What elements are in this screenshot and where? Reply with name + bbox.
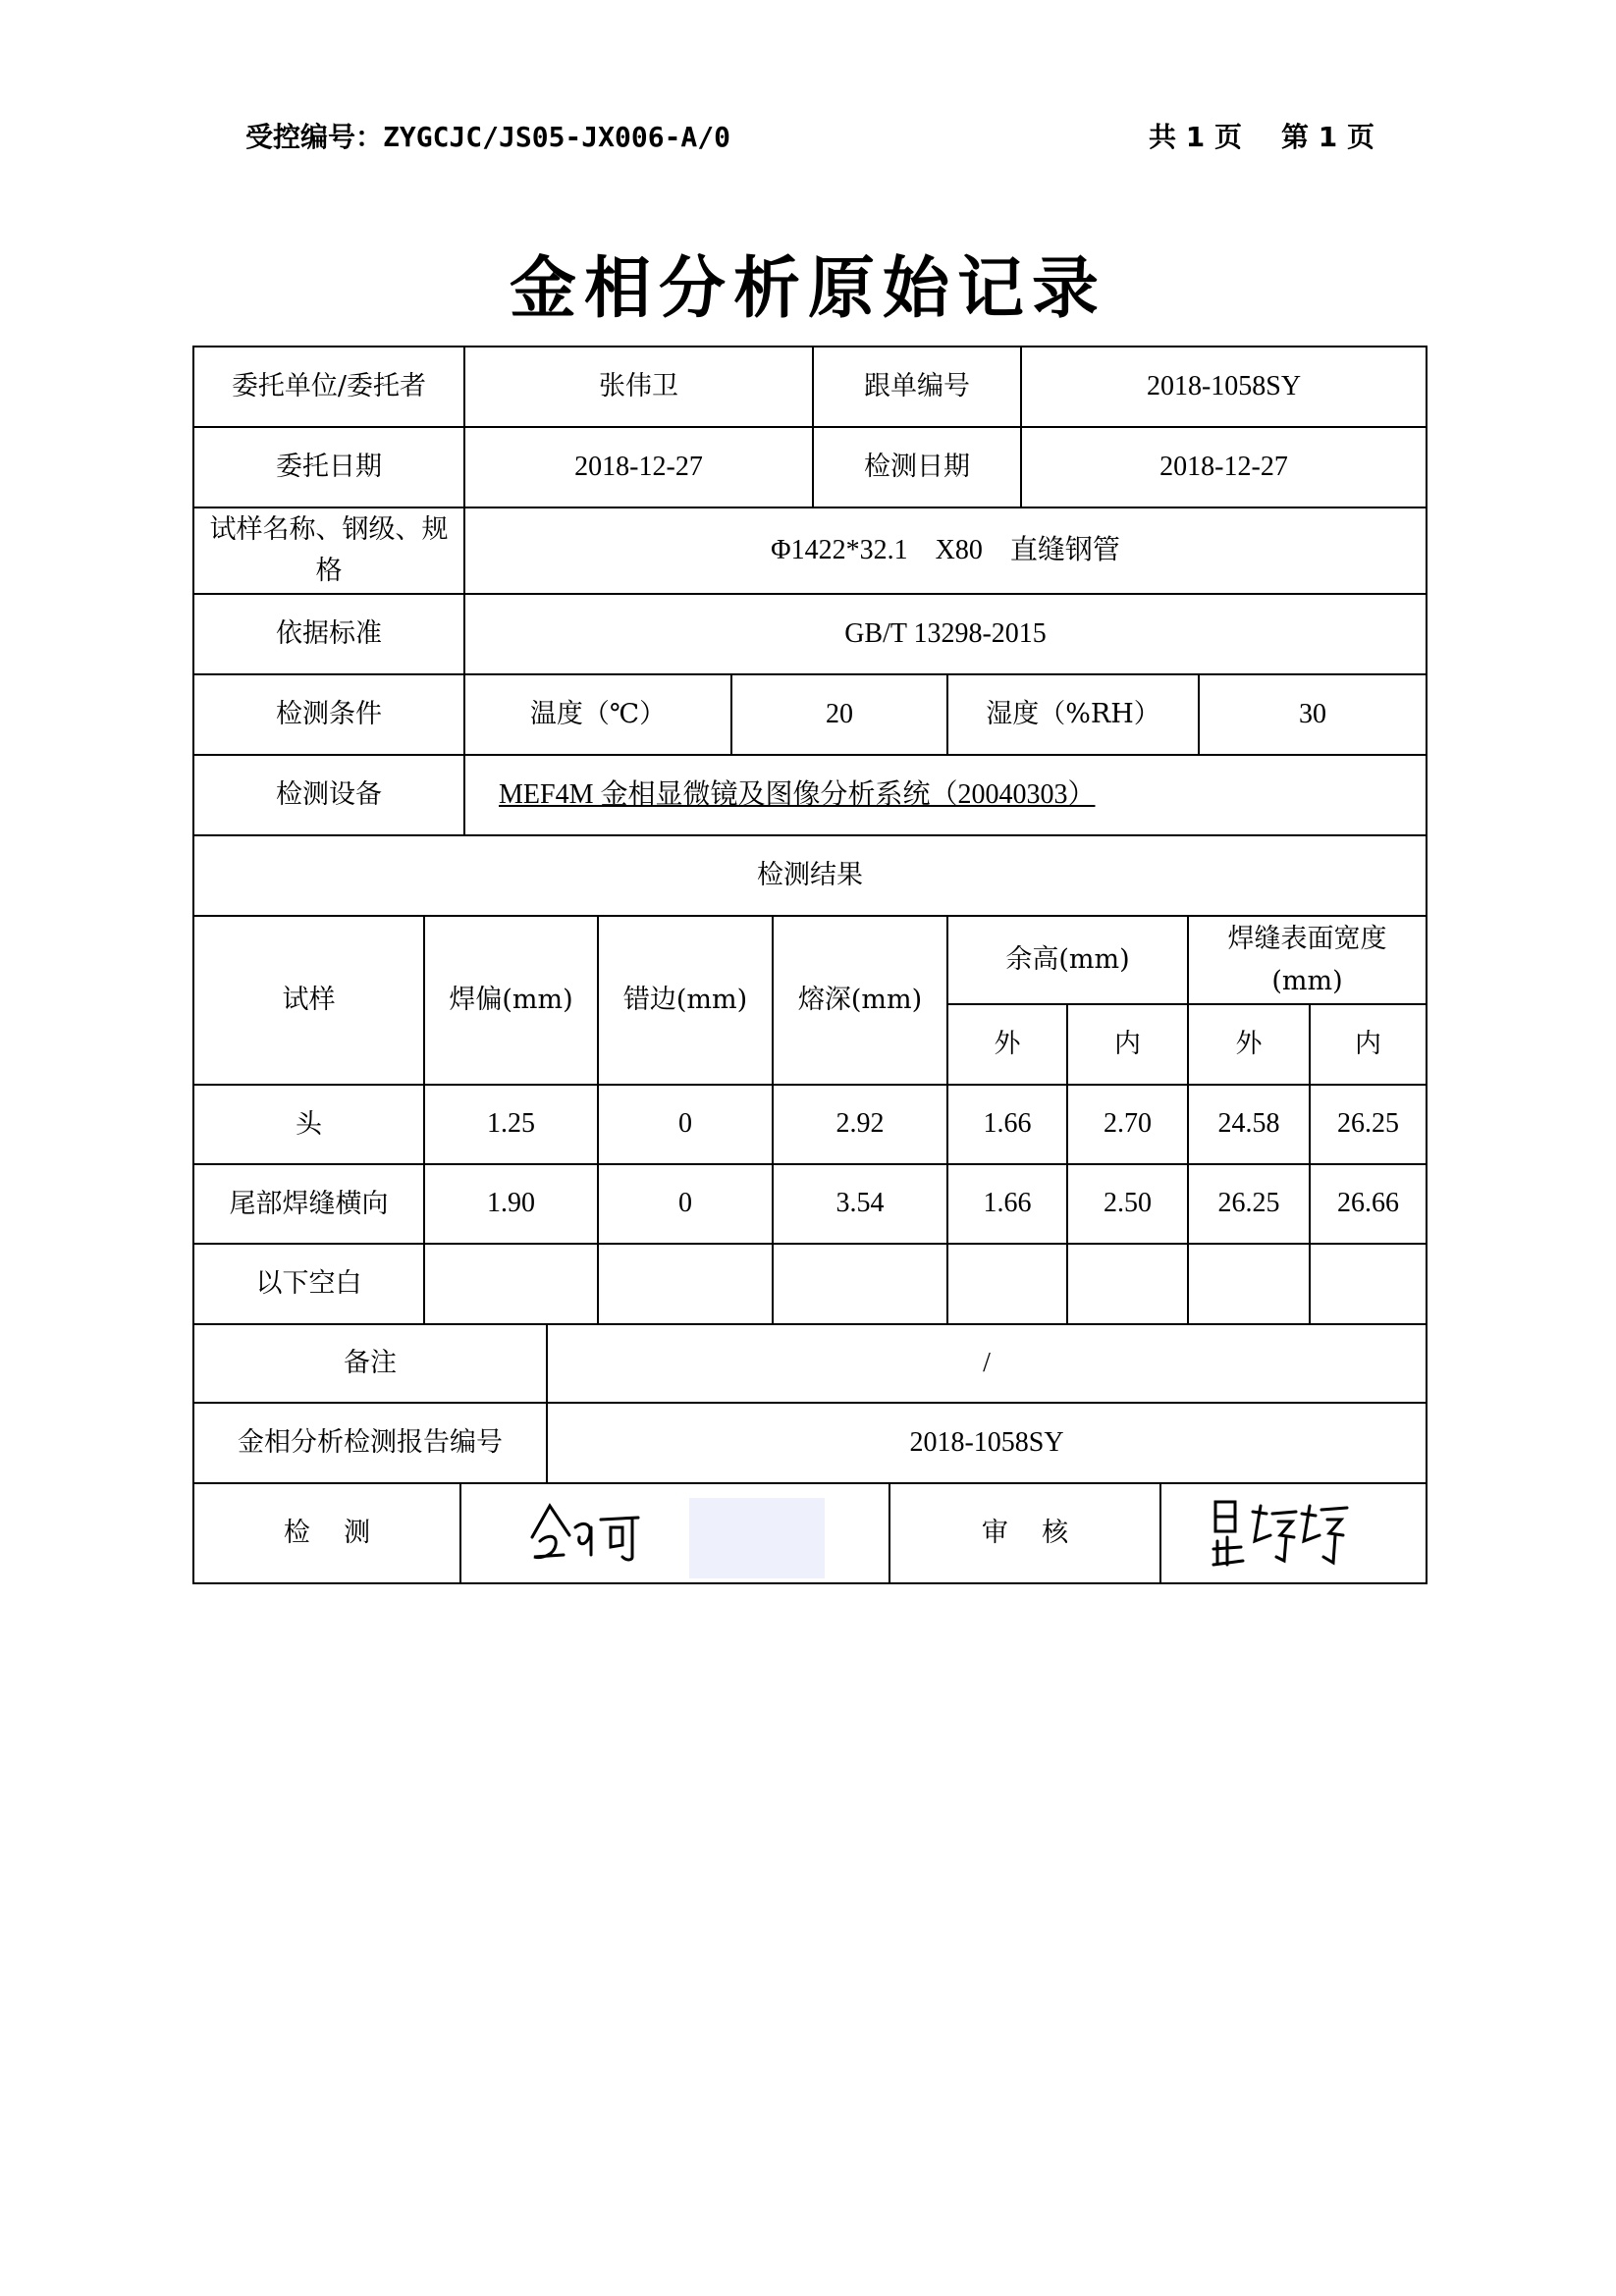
- row-signoff: [194, 1484, 1426, 1582]
- tracking-label: 跟单编号: [814, 347, 1022, 426]
- entrust-date-value: 2018-12-27: [465, 428, 814, 507]
- page-counter: [1149, 116, 1414, 155]
- humidity-label: 湿度（%RH）: [948, 675, 1200, 754]
- humidity-value: 30: [1299, 698, 1326, 729]
- row-standard: [194, 595, 1426, 675]
- cell-reinf-out: 1.66: [948, 1086, 1068, 1163]
- cell-sample: 尾部焊缝横向: [194, 1165, 425, 1243]
- redacted-area: [689, 1498, 825, 1578]
- header-reinf-inner: 内: [1068, 1005, 1189, 1084]
- temperature-value: 20: [732, 675, 948, 754]
- tester-label: 检 测: [194, 1484, 461, 1582]
- cell-offset: 1.90: [425, 1165, 599, 1243]
- header-misalignment: 错边(mm): [599, 917, 774, 1084]
- reviewer-signature-cell: [1161, 1484, 1426, 1582]
- row-conditions: [194, 675, 1426, 756]
- header-weld-offset: 焊偏(mm): [425, 917, 599, 1084]
- cell-reinf-in: 2.70: [1068, 1086, 1189, 1163]
- cell-reinf-out: [948, 1245, 1068, 1323]
- standard-label: 依据标准: [194, 595, 465, 673]
- cell-width-in: [1311, 1245, 1426, 1323]
- row-client: [194, 347, 1426, 428]
- equipment-value: [465, 756, 1426, 834]
- client-label: 委托单位/委托者: [194, 347, 465, 426]
- table-row: [194, 1165, 1426, 1245]
- cell-depth: [774, 1245, 948, 1323]
- cell-width-out: 26.25: [1189, 1165, 1311, 1243]
- test-date-label: 检测日期: [814, 428, 1022, 507]
- total-pages: 共 1 页: [1149, 121, 1242, 153]
- row-equipment: [194, 756, 1426, 836]
- cell-reinf-in: 2.50: [1068, 1165, 1189, 1243]
- cell-offset: 1.25: [425, 1086, 599, 1163]
- cell-width-out: 24.58: [1189, 1086, 1311, 1163]
- entrust-date-label: 委托日期: [194, 428, 465, 507]
- remarks-label: 备注: [194, 1325, 548, 1402]
- tester-signature: [520, 1498, 658, 1567]
- equipment-text: MEF4M 金相显微镜及图像分析系统（20040303）: [499, 778, 1096, 810]
- table-row: [194, 1245, 1426, 1325]
- control-number: 受控编号：ZYGCJC/JS05-JX006-A/0: [245, 121, 731, 153]
- cell-depth: 3.54: [774, 1165, 948, 1243]
- row-results-title: [194, 836, 1426, 917]
- cell-reinf-in: [1068, 1245, 1189, 1323]
- cell-width-in: 26.25: [1337, 1108, 1399, 1140]
- table-row: [194, 1086, 1426, 1165]
- header-reinf-outer: 外: [948, 1005, 1068, 1084]
- sample-label: 试样名称、钢级、规格: [194, 508, 465, 593]
- test-date-value: 2018-12-27: [1159, 451, 1288, 482]
- cell-depth: 2.92: [774, 1086, 948, 1163]
- header-reinforcement: 余高(mm): [948, 917, 1189, 1005]
- report-no-value: 2018-1058SY: [909, 1426, 1064, 1458]
- conditions-label: 检测条件: [194, 675, 465, 754]
- cell-misalign: [599, 1245, 774, 1323]
- client-value: 张伟卫: [465, 347, 814, 426]
- cell-width-out: [1189, 1245, 1311, 1323]
- report-no-label: 金相分析检测报告编号: [194, 1404, 548, 1482]
- row-sample: [194, 508, 1426, 595]
- tester-signature-cell: [461, 1484, 890, 1582]
- header-width-inner: 内: [1355, 1029, 1381, 1060]
- header-penetration: 熔深(mm): [774, 917, 948, 1084]
- cell-offset: [425, 1245, 599, 1323]
- page-number: 第 1 页: [1280, 121, 1374, 153]
- remarks-value: /: [983, 1347, 991, 1378]
- page-title: 金相分析原始记录: [509, 250, 1106, 328]
- cell-misalign: 0: [599, 1165, 774, 1243]
- cell-reinf-out: 1.66: [948, 1165, 1068, 1243]
- cell-sample: 以下空白: [194, 1245, 425, 1323]
- header-weld-width: 焊缝表面宽度(mm): [1189, 917, 1426, 1005]
- cell-width-in: 26.66: [1337, 1188, 1399, 1219]
- reviewer-signature: [1206, 1492, 1353, 1571]
- temperature-label: 温度（℃）: [465, 675, 732, 754]
- reviewer-label: 审 核: [890, 1484, 1161, 1582]
- row-results-header: [194, 917, 1426, 1086]
- cell-sample: 头: [194, 1086, 425, 1163]
- tracking-value: 2018-1058SY: [1146, 370, 1302, 401]
- sample-value: Φ1422*32.1 X80 直缝钢管: [771, 534, 1120, 565]
- header-width-outer: 外: [1189, 1005, 1311, 1084]
- row-report-number: [194, 1404, 1426, 1484]
- cell-misalign: 0: [599, 1086, 774, 1163]
- row-dates: [194, 428, 1426, 508]
- standard-value: GB/T 13298-2015: [844, 617, 1047, 649]
- row-remarks: [194, 1325, 1426, 1404]
- header-sample: 试样: [194, 917, 425, 1084]
- results-title: 检测结果: [757, 860, 863, 891]
- equipment-label: 检测设备: [194, 756, 465, 834]
- record-table: [192, 346, 1427, 1584]
